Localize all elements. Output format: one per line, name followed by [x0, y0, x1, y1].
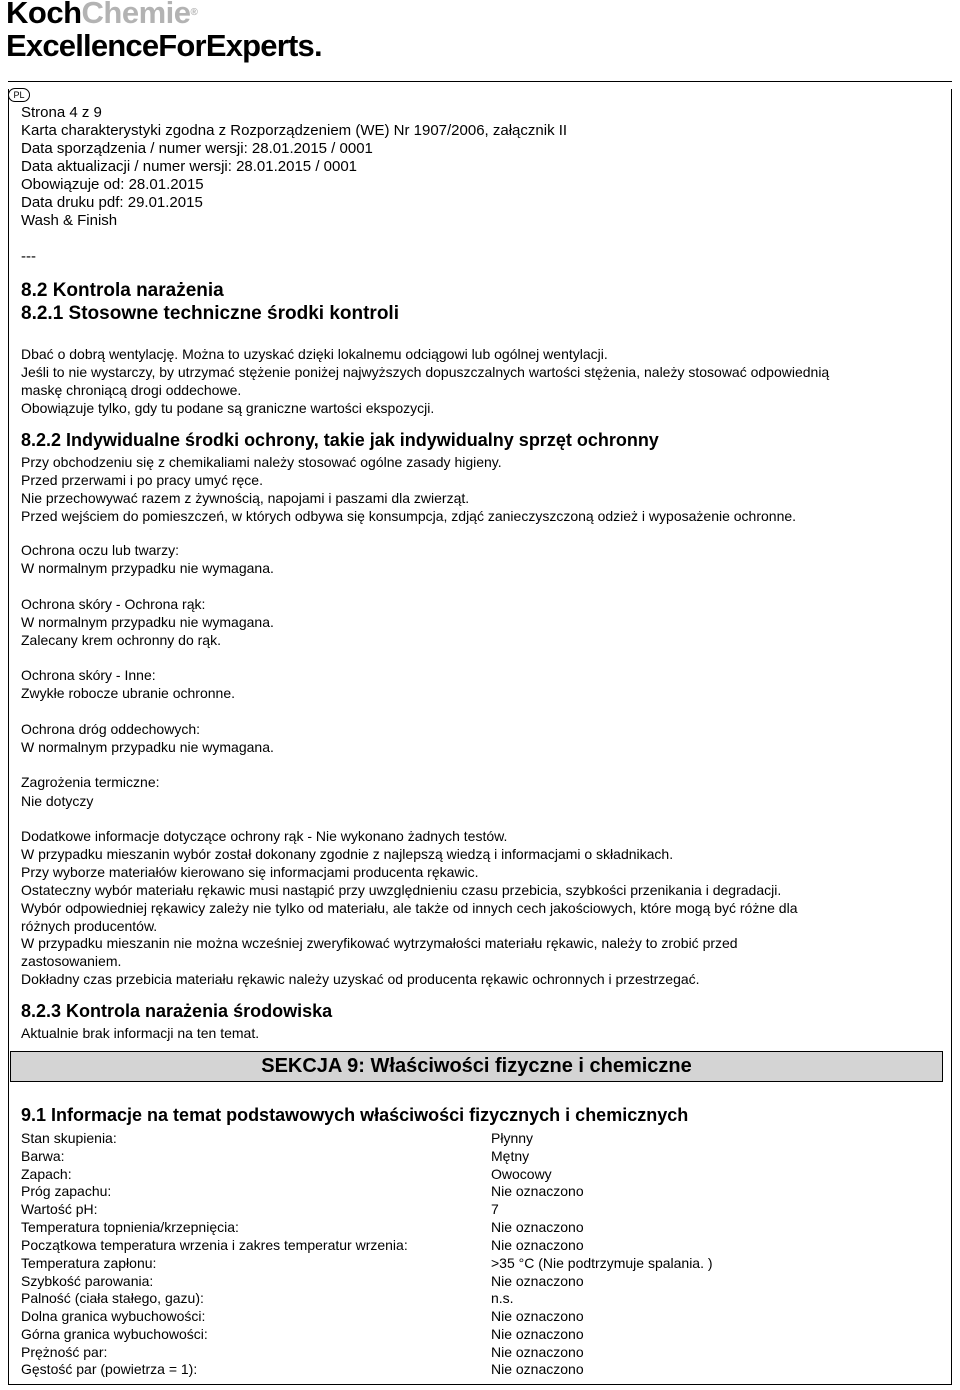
property-label: Palność (ciała stałego, gazu): — [21, 1290, 204, 1306]
property-value: Płynny — [491, 1130, 534, 1146]
property-label: Temperatura zapłonu: — [21, 1255, 157, 1271]
hand-protection-label: Ochrona skóry - Ochrona rąk: — [21, 596, 206, 612]
hygiene-line: Przed przerwami i po pracy umyć ręce. — [21, 472, 263, 488]
glove-info-line: Przy wyborze materiałów kierowano się informacjami producenta rękawic. — [21, 864, 479, 880]
glove-info-line: W przypadku mieszanin wybór został dokonany zgodnie z najlepszą wiedzą i informacjami o składnikach. — [21, 846, 674, 862]
property-value: Nie oznaczono — [491, 1273, 584, 1289]
creation-date: Data sporządzenia / numer wersji: 28.01.2015 / 0001 — [21, 140, 373, 157]
property-label: Początkowa temperatura wrzenia i zakres temperatur wrzenia: — [21, 1237, 408, 1253]
property-label: Prężność par: — [21, 1344, 108, 1360]
concentration-text: Jeśli to nie wystarczy, by utrzymać stężenie poniżej najwyższych dopuszczalnych wartości stężenia, należy stosować odpowiednią — [21, 364, 830, 380]
property-label: Wartość pH: — [21, 1201, 98, 1217]
footer-divider — [8, 1384, 952, 1385]
environment-exposure-text: Aktualnie brak informacji na ten temat. — [21, 1025, 260, 1041]
property-value: Nie oznaczono — [491, 1308, 584, 1324]
property-value: Mętny — [491, 1148, 530, 1164]
section-9-header: SEKCJA 9: Właściwości fizyczne i chemiczne — [10, 1051, 943, 1082]
glove-info-line: Wybór odpowiedniej rękawicy zależy nie tylko od materiału, ale także od innych cech jakościowych, które mogą być różne dla — [21, 900, 798, 916]
section-8-2-2-title: 8.2.2 Indywidualne środki ochrony, takie jak indywidualny sprzęt ochronny — [21, 430, 659, 450]
respiratory-label: Ochrona dróg oddechowych: — [21, 721, 200, 737]
property-value: Nie oznaczono — [491, 1183, 584, 1199]
property-label: Temperatura topnienia/krzepnięcia: — [21, 1219, 239, 1235]
glove-info-line: Dokładny czas przebicia materiału rękawic należy uzyskać od producenta rękawic ochronnych i przestrzegać. — [21, 971, 700, 987]
language-badge: PL — [8, 88, 30, 102]
update-date: Data aktualizacji / numer wersji: 28.01.2015 / 0001 — [21, 158, 358, 175]
property-value: 7 — [491, 1201, 499, 1217]
property-value: Nie oznaczono — [491, 1344, 584, 1360]
separator: --- — [21, 248, 36, 265]
eye-protection-label: Ochrona oczu lub twarzy: — [21, 542, 179, 558]
glove-info-line: Dodatkowe informacje dotyczące ochrony rąk - Nie wykonano żadnych testów. — [21, 828, 508, 844]
property-value: Nie oznaczono — [491, 1237, 584, 1253]
logo-tagline: ExcellenceForExperts. — [6, 28, 322, 63]
exposure-limits-text: Obowiązuje tylko, gdy tu podane są graniczne wartości ekspozycji. — [21, 400, 435, 416]
property-value: n.s. — [491, 1290, 514, 1306]
property-label: Górna granica wybuchowości: — [21, 1326, 208, 1342]
hygiene-line: Przy obchodzeniu się z chemikaliami należy stosować ogólne zasady higieny. — [21, 454, 502, 470]
glove-info-line: zastosowaniem. — [21, 953, 122, 969]
hygiene-line: Przed wejściem do pomieszczeń, w których odbywa się konsumpcja, zdjąć zanieczyszczoną odzież i wyposażenie ochronne. — [21, 508, 797, 524]
property-value: Nie oznaczono — [491, 1361, 584, 1377]
property-label: Gęstość par (powietrza = 1): — [21, 1361, 198, 1377]
logo-registered-mark: ® — [190, 7, 198, 18]
property-label: Szybkość parowania: — [21, 1273, 154, 1289]
header-divider — [8, 81, 952, 82]
hand-protection-value: W normalnym przypadku nie wymagana. — [21, 614, 274, 630]
skin-other-label: Ochrona skóry - Inne: — [21, 667, 156, 683]
logo-part-koch: Koch — [6, 0, 82, 30]
property-label: Stan skupienia: — [21, 1130, 117, 1146]
property-value: >35 °C (Nie podtrzymuje spalania. ) — [491, 1255, 713, 1271]
property-value: Owocowy — [491, 1166, 552, 1182]
section-8-2-3-title: 8.2.3 Kontrola narażenia środowiska — [21, 1001, 333, 1021]
glove-info-line: W przypadku mieszanin nie można wcześniej zweryfikować wytrzymałości materiału rękawic, należy to zrobić przed — [21, 935, 738, 951]
print-date: Data druku pdf: 29.01.2015 — [21, 194, 203, 211]
mask-text: maskę chroniącą drogi oddechowe. — [21, 382, 242, 398]
eye-protection-value: W normalnym przypadku nie wymagana. — [21, 560, 274, 576]
property-label: Zapach: — [21, 1166, 72, 1182]
hygiene-line: Nie przechowywać razem z żywnością, napojami i paszami dla zwierząt. — [21, 490, 470, 506]
valid-from: Obowiązuje od: 28.01.2015 — [21, 176, 204, 193]
property-value: Nie oznaczono — [491, 1326, 584, 1342]
right-border — [951, 89, 952, 1384]
glove-info-line: różnych producentów. — [21, 918, 158, 934]
property-label: Dolna granica wybuchowości: — [21, 1308, 206, 1324]
skin-other-value: Zwykłe robocze ubranie ochronne. — [21, 685, 236, 701]
product-name: Wash & Finish — [21, 212, 118, 229]
ventilation-text: Dbać o dobrą wentylację. Można to uzyskać dzięki lokalnemu odciągowi lub ogólnej wentylacji. — [21, 346, 608, 362]
thermal-hazards-label: Zagrożenia termiczne: — [21, 774, 160, 790]
glove-info-line: Ostateczny wybór materiału rękawic musi nastąpić przy uwzględnieniu czasu przebicia, szybkości przenikania i degradacji. — [21, 882, 782, 898]
sds-regulation: Karta charakterystyki zgodna z Rozporządzeniem (WE) Nr 1907/2006, załącznik II — [21, 122, 568, 139]
section-9-1-title: 9.1 Informacje na temat podstawowych właściwości fizycznych i chemicznych — [21, 1105, 689, 1125]
left-border — [8, 89, 9, 1384]
thermal-hazards-value: Nie dotyczy — [21, 793, 94, 809]
property-label: Barwa: — [21, 1148, 65, 1164]
company-logo — [6, 0, 322, 62]
property-value: Nie oznaczono — [491, 1219, 584, 1235]
hand-protection-cream: Zalecany krem ochronny do rąk. — [21, 632, 221, 648]
respiratory-value: W normalnym przypadku nie wymagana. — [21, 739, 274, 755]
section-8-2-title: 8.2 Kontrola narażenia — [21, 280, 224, 301]
logo-part-chemie: Chemie — [81, 0, 191, 30]
section-8-2-1-title: 8.2.1 Stosowne techniczne środki kontroli — [21, 303, 399, 324]
property-label: Próg zapachu: — [21, 1183, 112, 1199]
page-number: Strona 4 z 9 — [21, 104, 102, 121]
